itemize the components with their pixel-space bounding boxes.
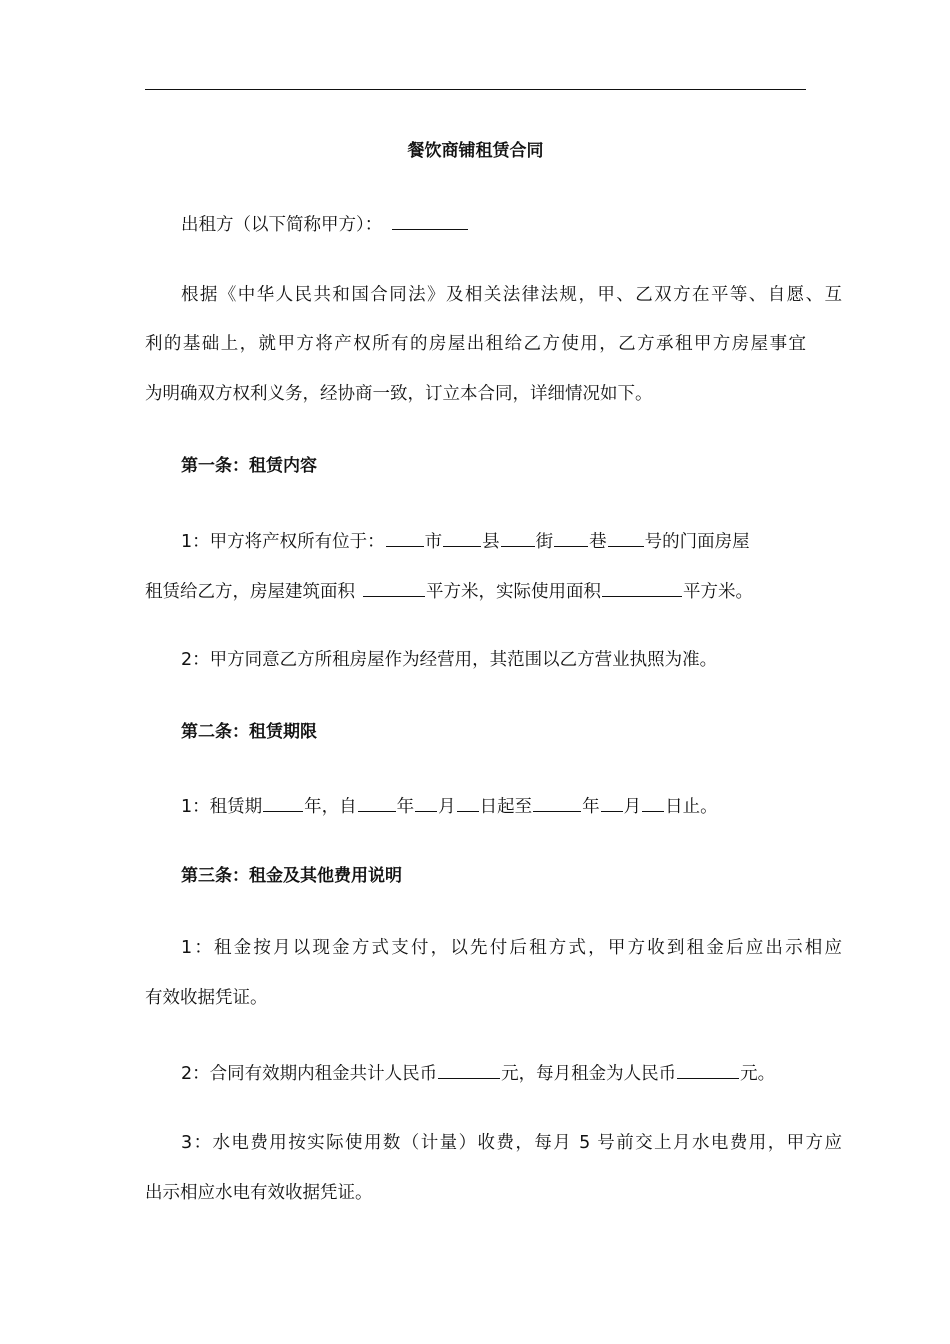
article-3-item-3-line-1: 3：水电费用按实际使用数（计量）收费，每月 5 号前交上月水电费用，甲方应 (181, 1133, 842, 1153)
article-2-heading: 第二条：租赁期限 (181, 722, 317, 742)
end-year-blank (533, 791, 581, 812)
city-blank (386, 526, 424, 547)
item-text: 县 (482, 532, 500, 552)
end-month-blank (601, 791, 623, 812)
document-title: 餐饮商铺租赁合同 (407, 141, 544, 161)
lessor-line (145, 209, 842, 238)
item-text: 号的门面房屋 (644, 532, 750, 552)
monthly-rent-blank (677, 1058, 739, 1079)
article-3-item-3-line-2: 出示相应水电有效收据凭证。 (145, 1183, 373, 1203)
article-1-item-1-line-1 (145, 526, 842, 555)
item-text: 1：租赁期 (181, 797, 263, 817)
lessor-name-blank (392, 209, 468, 230)
building-area-blank (363, 576, 425, 597)
item-text: 年 (582, 797, 600, 817)
start-month-blank (415, 791, 437, 812)
lease-years-blank (263, 791, 303, 812)
item-text: 市 (424, 532, 443, 552)
number-blank (608, 526, 644, 547)
preamble-line-1: 根据《中华人民共和国合同法》及相关法律法规，甲、乙双方在平等、自愿、互 (181, 285, 842, 305)
item-text: 日止。 (665, 797, 718, 817)
start-day-blank (457, 791, 479, 812)
article-1-item-2: 2：甲方同意乙方所租房屋作为经营用，其范围以乙方营业执照为准。 (181, 650, 718, 670)
item-text: 1：甲方将产权所有位于： (181, 532, 385, 552)
start-year-blank (358, 791, 396, 812)
article-1-heading: 第一条：租赁内容 (181, 456, 317, 476)
preamble-line-2: 利的基础上，就甲方将产权所有的房屋出租给乙方使用，乙方承租甲方房屋事宜 (145, 334, 806, 354)
item-text: 年 (396, 797, 415, 817)
article-1-item-1-line-2 (145, 576, 806, 605)
item-text: 日起至 (479, 797, 533, 817)
end-day-blank (642, 791, 664, 812)
item-text: 租赁给乙方，房屋建筑面积 (145, 582, 355, 602)
item-text: 月 (438, 797, 456, 817)
item-text: 月 (623, 797, 642, 817)
article-2-item-1 (145, 791, 842, 820)
item-text: 年，自 (304, 797, 357, 817)
item-text: 元。 (740, 1064, 776, 1084)
county-blank (443, 526, 481, 547)
item-text: 平方米，实际使用面积 (426, 582, 601, 602)
header-rule (145, 89, 806, 90)
article-3-heading: 第三条：租金及其他费用说明 (181, 866, 402, 886)
street-blank (501, 526, 535, 547)
usable-area-blank (602, 576, 682, 597)
item-text: 街 (535, 532, 554, 552)
item-text: 巷 (589, 532, 607, 552)
article-3-item-2 (145, 1058, 842, 1087)
item-text: 平方米。 (683, 582, 753, 602)
preamble-line-3: 为明确双方权利义务，经协商一致，订立本合同，详细情况如下。 (145, 384, 653, 404)
item-text: 元，每月租金为人民币 (501, 1064, 677, 1084)
item-text: 2：合同有效期内租金共计人民币 (181, 1064, 438, 1084)
lessor-label: 出租方（以下简称甲方）： (181, 215, 383, 235)
total-rent-blank (438, 1058, 500, 1079)
article-3-item-1-line-1: 1：租金按月以现金方式支付，以先付后租方式，甲方收到租金后应出示相应 (181, 938, 842, 958)
lane-blank (554, 526, 588, 547)
article-3-item-1-line-2: 有效收据凭证。 (145, 988, 268, 1008)
